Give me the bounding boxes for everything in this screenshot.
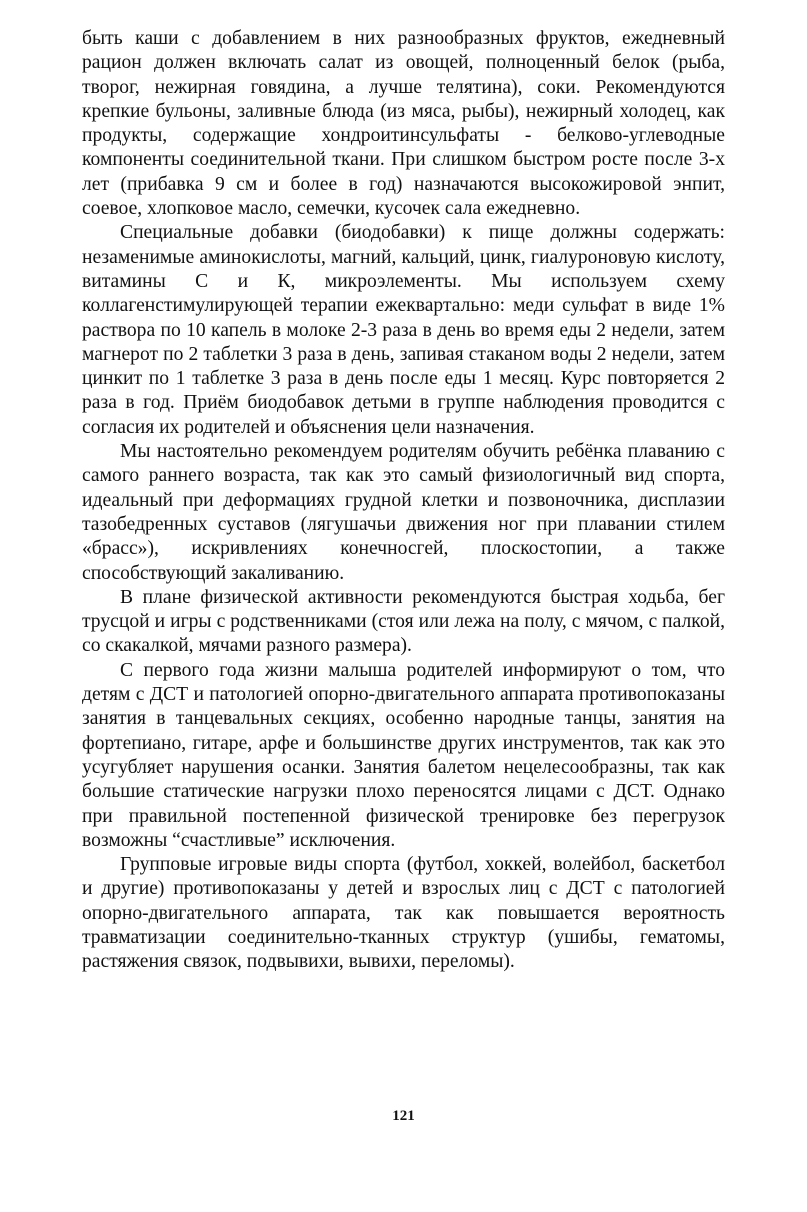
paragraph-physical-activity: В плане физической активности рекомендуются быстрая ходьба, бег трусцой и игры с родственниками (стоя или лежа на полу, с мячом, с палкой, со скакалкой, мячами разного размера).: [82, 586, 725, 657]
page-number: 121: [392, 1108, 415, 1124]
page-body: [82, 27, 725, 975]
paragraph-team-sports: Групповые игровые виды спорта (футбол, хоккей, волейбол, баскетбол и другие) противопоказаны у детей и взрослых лиц с ДСТ с патологией опорно-двигательного аппарата, так как повышается вероятность травматизации соединительно-тканных структур (ушибы, гематомы, растяжения связок, подвывихи, вывихи, переломы).: [82, 854, 725, 973]
paragraph-continuation: быть каши с добавлением в них разнообразных фруктов, ежедневный рацион должен включать салат из овощей, полноценный белок (рыба, творог, нежирная говядина, а лучше телятина), соки. Рекомендуются крепкие бульоны, заливные блюда (из мяса, рыбы), нежирный холодец, как продукты, содержащие хондроитинсульфаты - белково-углеводные компоненты соединительной ткани. При слишком быстром росте после 3-х лет (прибавка 9 см и более в год) назначаются высокожировой энпит, соевое, хлопковое масло, семечки, кусочек сала ежедневно.: [82, 28, 725, 220]
paragraph-swimming: Мы настоятельно рекомендуем родителям обучить ребёнка плаванию с самого раннего возраста, так как это самый физиологичный вид спорта, идеальный при деформациях грудной клетки и позвоночника, дисплазии тазобедренных суставов (лягушачьи движения ног при плавании стилем «брасс»), искривлениях конечносгей, плоскостопии, а также способствующий закаливанию.: [82, 441, 725, 584]
paragraph-contraindications: С первого года жизни малыша родителей информируют о том, что детям с ДСТ и патологией опорно-двигательного аппарата противопоказаны занятия в танцевальных секциях, особенно народные танцы, занятия на фортепиано, гитаре, арфе и большинстве других инструментов, так как это усугубляет нарушения осанки. Занятия балетом нецелесообразны, так как большие статические нагрузки плохо переносятся лицами с ДСТ. Однако при правильной постепенной физической тренировке без перегрузок возможны “счастливые” исключения.: [82, 659, 725, 851]
paragraph-supplements: Специальные добавки (биодобавки) к пище должны содержать: незаменимые аминокислоты, магний, кальций, цинк, гиалуроновую кислоту, витамины С и К, микроэлементы. Мы используем схему коллагенстимулирующей терапии ежеквартально: меди сульфат в виде 1% раствора по 10 капель в молоке 2-3 раза в день во время еды 2 недели, затем магнерот по 2 таблетки 3 раза в день, запивая стаканом воды 2 недели, затем цинкит по 1 таблетке 3 раза в день после еды 1 месяц. Курс повторяется 2 раза в год. Приём биодобавок детьми в группе наблюдения проводится с согласия их родителей и объяснения цели назначения.: [82, 222, 725, 438]
